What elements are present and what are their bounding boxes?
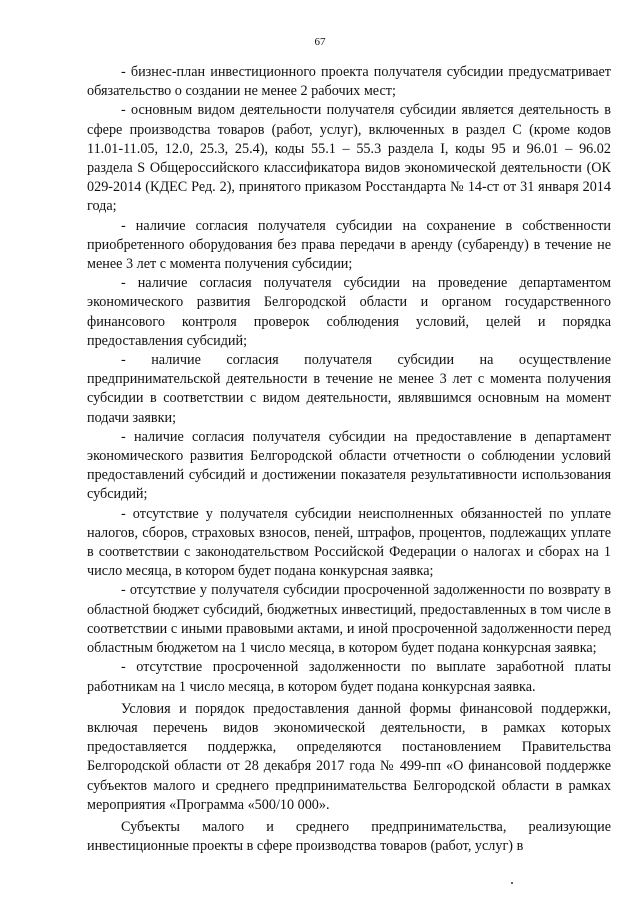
document-body xyxy=(87,63,611,856)
paragraph-equipment-consent: - наличие согласия получателя субсидии на сохранение в собственности приобретенного оборудования без права передачи в аренду (субаренду) в течение не менее 3 лет с момента получения субсидии; xyxy=(87,217,611,273)
paragraph-business-plan: - бизнес-план инвестиционного проекта получателя субсидии предусматривает обязательство о создании не менее 2 рабочих мест; xyxy=(87,64,611,100)
paragraph-main-activity: - основным видом деятельности получателя субсидии является деятельность в сфере производства товаров (работ, услуг), включенных в раздел С (кроме кодов 11.01-11.05, 12.0, 25.3, 25.4), коды 55.1 – 55.3 раздела I, коды 95 и 96.01 – 96.02 раздела S Общероссийского классификатора видов экономической деятельности (ОК 029-2014 (КДЕС Ред. 2), принятого приказом Росстандарта № 14-ст от 31 января 2014 года; xyxy=(87,102,611,215)
paragraph-sme-projects: Субъекты малого и среднего предпринимательства, реализующие инвестиционные проекты в сфере производства товаров (работ, услуг) в xyxy=(87,818,611,855)
page-number: 67 xyxy=(314,36,326,48)
paragraph-no-budget-debt: - отсутствие у получателя субсидии просроченной задолженности по возврату в областной бюджет субсидий, бюджетных инвестиций, предоставленных в том числе в соответствии с иными правовыми актами, и иной просроченной задолженности перед областным бюджетом на 1 число месяца, в котором будет подана конкурсная заявка; xyxy=(87,582,611,657)
paragraph-activity-consent: - наличие согласия получателя субсидии на осуществление предпринимательской деятельности в течение не менее 3 лет с момента получения субсидии в соответствии с видом деятельности, являвшимся основным на момент подачи заявки; xyxy=(87,352,611,426)
paragraph-inspection-consent: - наличие согласия получателя субсидии на проведение департаментом экономического развития Белгородской области и органом государственного финансового контроля проверок соблюдения условий, целей и порядка предоставления субсидий; xyxy=(87,275,611,349)
paragraph-no-salary-debt: - отсутствие просроченной задолженности по выплате заработной платы работникам на 1 число месяца, в котором будет подана конкурсная заявка. xyxy=(87,659,611,695)
paragraph-conditions: Условия и порядок предоставления данной формы финансовой поддержки, включая перечень видов экономической деятельности, в рамках которых предоставляется поддержка, определяются постановлением Правительства Белгородской области от 28 декабря 2017 года № 499-пп «О финансовой поддержке субъектов малого и среднего предпринимательства Белгородской области в рамках мероприятия «Программа «500/10 000». xyxy=(87,700,611,813)
scan-speck xyxy=(511,882,513,884)
paragraph-no-tax-debt: - отсутствие у получателя субсидии неисполненных обязанностей по уплате налогов, сборов, страховых взносов, пеней, штрафов, процентов, подлежащих уплате в соответствии с законодательством Российской Федерации о налогах и сборах на 1 число месяца, в котором будет подана конкурсная заявка; xyxy=(87,505,611,580)
paragraph-reporting-consent: - наличие согласия получателя субсидии на предоставление в департамент экономического развития Белгородской области отчетности о соблюдении условий предоставлений субсидий и достижении показателя результативности использования субсидий; xyxy=(87,428,611,503)
